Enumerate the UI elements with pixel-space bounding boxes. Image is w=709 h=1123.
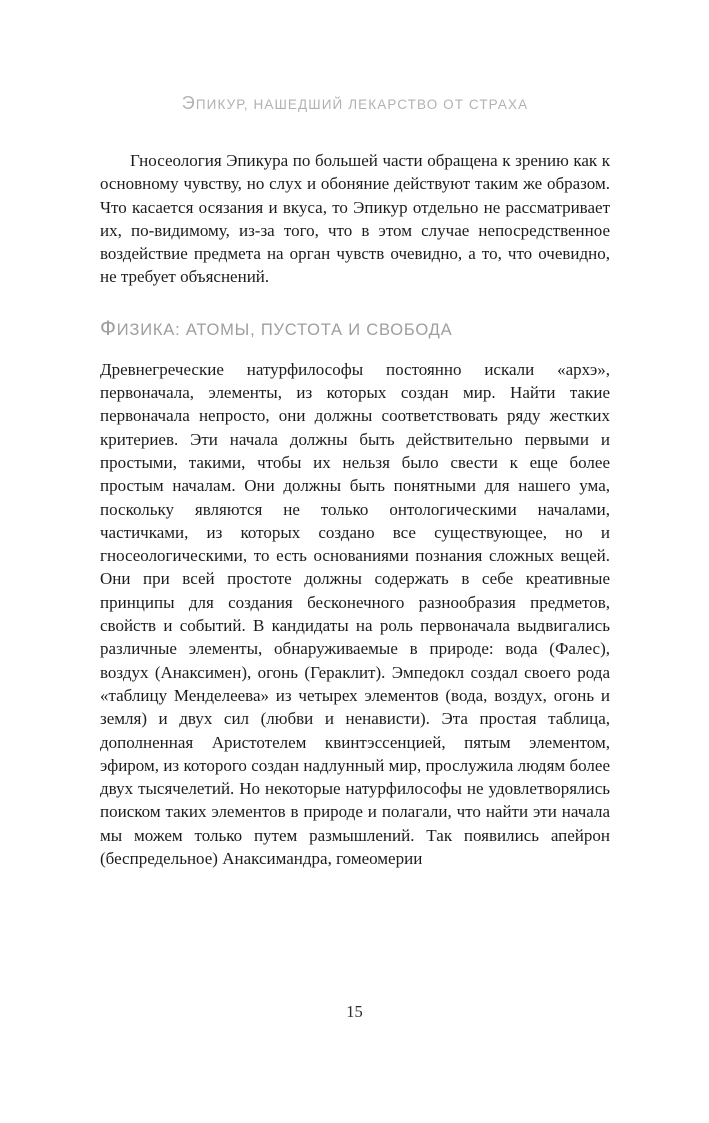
page-number: 15 xyxy=(346,1002,363,1021)
paragraph-gnoseology: Гносеология Эпикура по большей части обращена к зрению как к основному чувству, но слух и обоняние действуют таким же образом. Что касается осязания и вкуса, то Эпикур отдельно не рассматривает их, по-видимому, из-за того, что в этом случае непосредственное воздействие предмета на орган чувств очевидно, а то, что очевидно, не требует объяснений. xyxy=(100,151,610,287)
section-heading: ФИЗИКА: АТОМЫ, ПУСТОТА И СВОБОДА xyxy=(100,316,453,340)
paragraph-physics: Древнегреческие натурфилософы постоянно искали «архэ», первоначала, элементы, из которых создан мир. Найти такие первоначала непросто, они должны соответствовать ряду жестких критериев. Эти начала должны быть действительно первыми и простыми, такими, чтобы их нельзя было свести к еще более простым началам. Они должны быть понятными для нашего ума, поскольку являются не только онтологическими началами, частичками, из которых создано все существующее, но и гносеологическими, то есть основаниями познания сложных вещей. Они при всей простоте должны содержать в себе креативные принципы для создания бесконечного разнообразия предметов, свойств и событий. В кандидаты на роль первоначала выдвигались различные элементы, обнаруживаемые в природе: вода (Фалес), воздух (Анаксимен), огонь (Гераклит). Эмпедокл создал своего рода «таблицу Менделеева» из четырех элементов (вода, воздух, огонь и земля) и двух сил (любви и ненависти). Эта простая таблица, дополненная Аристотелем квинтэссенцией, пятым элементом, эфиром, из которого создан надлунный мир, прослужила людям более двух тысячелетий. Но некоторые натурфилософы не удовлетворялись поиском таких элементов в природе и полагали, что найти эти начала мы можем только путем размышлений. Так появились апейрон (беспредельное) Анаксимандра, гомеомерии xyxy=(100,359,610,869)
running-head: ЭПИКУР, НАШЕДШИЙ ЛЕКАРСТВО ОТ СТРАХА xyxy=(181,93,529,113)
